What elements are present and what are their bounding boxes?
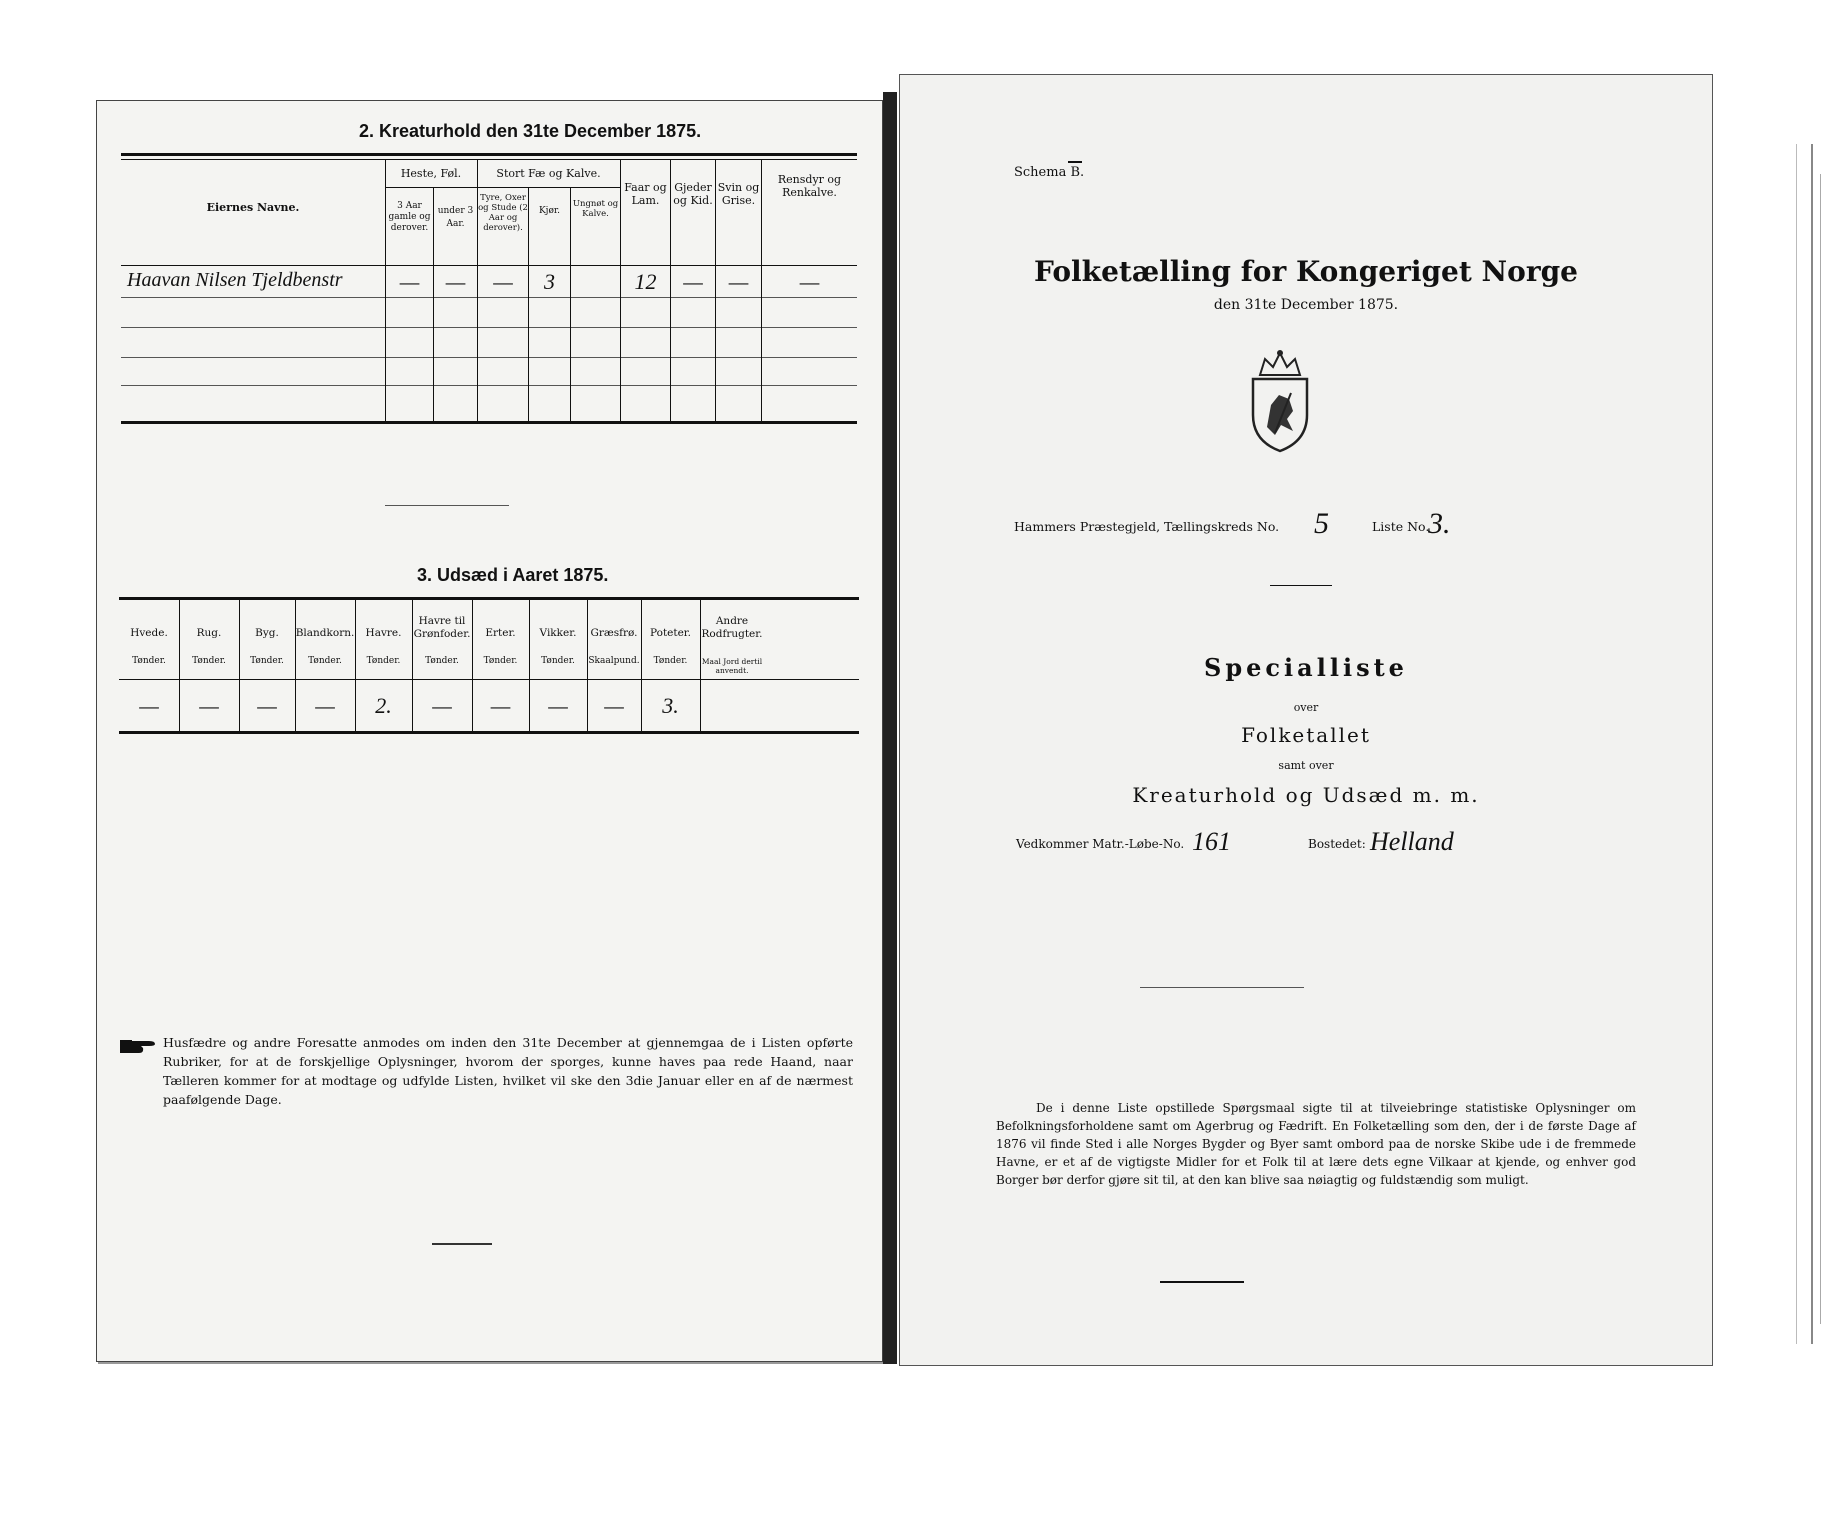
table-rule xyxy=(121,153,857,156)
table-cell: — xyxy=(728,269,749,294)
udsaed-cell: 2. xyxy=(375,693,392,718)
udsaed-col-unit: Tønder. xyxy=(132,656,166,666)
liste-number: 3. xyxy=(1428,507,1451,540)
udsaed-col-unit: Maal Jord dertil anvendt. xyxy=(701,657,763,675)
udsaed-cell: — xyxy=(199,693,219,718)
table-cell: — xyxy=(399,269,420,294)
separator xyxy=(1140,987,1304,988)
table-cell: — xyxy=(799,269,820,294)
column-divider xyxy=(570,187,571,423)
udsaed-cell: — xyxy=(139,693,159,718)
group-rule xyxy=(385,187,477,188)
page-stack-edge xyxy=(1814,174,1821,1324)
page-stack-edge xyxy=(1796,144,1813,1344)
col-header: Ungnøt og Kalve. xyxy=(572,199,619,219)
udsaed-cell: — xyxy=(315,693,335,718)
udsaed-col-unit: Tønder. xyxy=(653,656,688,666)
pointing-hand-icon xyxy=(119,1035,159,1057)
udsaed-col-header: Blandkorn. xyxy=(295,627,355,639)
book-spine xyxy=(883,92,897,1364)
district-label: Hammers Præstegjeld, Tællingskreds No. xyxy=(1014,519,1280,534)
kreatur-udsaed-text: Kreaturhold og Udsæd m. m. xyxy=(1132,783,1480,807)
udsaed-col-header: Andre Rodfrugter. xyxy=(701,615,763,640)
footnote-text: Husfædre og andre Foresatte anmodes om inden den 31te December at gjennemgaa de i Listen opførte Rubriker, for at de forskjellige Oplysninger, hvorom der sporges, kunne haves paa rede Haand, naar Tælleren kommer for at modtage og udfylde Listen, hvilket vil ske den 3die Januar eller en af de nærmest paafølgende Dage. xyxy=(163,1035,853,1107)
matr-number: 161 xyxy=(1192,827,1231,856)
census-title: Folketælling for Kongeriget Norge xyxy=(1034,255,1578,288)
liste-label: Liste No. xyxy=(1372,519,1430,534)
udsaed-cell: — xyxy=(604,693,624,718)
col-header: Rensdyr og Renkalve. xyxy=(777,173,842,199)
col-header: Faar og Lam. xyxy=(624,181,667,207)
table-rule xyxy=(119,679,859,680)
schema-label: Schema B. xyxy=(1014,165,1085,180)
udsaed-col-unit: Tønder. xyxy=(366,656,401,666)
table-cell: 3 xyxy=(544,269,555,294)
udsaed-col-unit: Tønder. xyxy=(541,656,575,666)
samt-over-text: samt over xyxy=(1278,759,1334,772)
col-header: Gjeder og Kid. xyxy=(673,181,713,207)
norway-coat-of-arms-icon xyxy=(1235,345,1325,455)
table-cell: — xyxy=(445,269,466,294)
table-rule xyxy=(119,731,859,734)
udsaed-cell: — xyxy=(490,693,511,718)
owner-header: Eiernes Navne. xyxy=(206,201,300,214)
separator xyxy=(1270,585,1332,586)
table-rule xyxy=(121,159,857,160)
col-header: under 3 Aar. xyxy=(437,206,474,229)
udsaed-col-header: Rug. xyxy=(196,627,222,639)
udsaed-cell: 3. xyxy=(662,693,679,718)
table-cell: 12 xyxy=(634,269,657,294)
udsaed-col-unit: Tønder. xyxy=(250,656,284,666)
matr-line xyxy=(1016,827,1616,863)
column-divider xyxy=(528,187,529,423)
table-rule xyxy=(121,357,857,358)
col-header: Kjør. xyxy=(538,206,561,216)
section3-title: 3. Udsæd i Aaret 1875. xyxy=(417,565,609,585)
folketallet-text: Folketallet xyxy=(1241,723,1371,747)
specialliste-heading: Specialliste xyxy=(1204,653,1408,682)
separator xyxy=(385,505,509,506)
table-rule xyxy=(121,297,857,298)
udsaed-cell: — xyxy=(432,693,452,718)
udsaed-col-unit: Tønder. xyxy=(308,656,342,666)
table-rule xyxy=(119,597,859,600)
left-page xyxy=(96,100,883,1362)
udsaed-col-header: Poteter. xyxy=(649,627,692,639)
udsaed-col-unit: Skaalpund. xyxy=(588,656,640,666)
col-header: Tyre, Oxer og Stude (2 Aar og derover). xyxy=(478,193,528,233)
table-rule xyxy=(121,265,857,266)
document-spread xyxy=(96,74,1724,1414)
district-line xyxy=(1014,507,1614,543)
udsaed-col-header: Havre. xyxy=(365,627,402,639)
table-cell: — xyxy=(493,269,513,294)
udsaed-cell: — xyxy=(257,693,277,718)
bostedet-label: Bostedet: xyxy=(1308,837,1366,851)
table-rule xyxy=(121,421,857,424)
group-rule xyxy=(477,187,620,188)
mark xyxy=(1068,161,1082,163)
col-header: 3 Aar gamle og derover. xyxy=(388,201,431,233)
info-paragraph: De i denne Liste opstillede Spørgsmaal sigte til at tilveiebringe statistiske Oplysninger om Befolkningsforholdene samt om Agerbrug og Fædrift. En Folketælling som den, der i de første Dage af 1876 vil finde Sted i alle Norges Bygder og Byer samt ombord paa de norske Skibe ude i de fremmede Havne, er et af de vigtigste Midler for et Folk til at lære dets egne Vilkaar at kjende, og enhver god Borger bør derfor gjøre sit til, at den kan blive saa nøiagtig og fuldstændig som muligt. xyxy=(996,1101,1636,1187)
udsaed-col-unit: Tønder. xyxy=(192,656,226,666)
matr-label: Vedkommer Matr.-Løbe-No. xyxy=(1016,837,1185,851)
table-cell: — xyxy=(683,269,703,294)
over-text: over xyxy=(1293,701,1319,714)
separator xyxy=(1160,1281,1244,1283)
group-header-heste: Heste, Føl. xyxy=(400,167,462,180)
table-rule xyxy=(121,385,857,386)
district-number: 5 xyxy=(1314,507,1329,540)
table-rule xyxy=(121,327,857,328)
separator xyxy=(432,1243,492,1245)
udsaed-col-unit: Tønder. xyxy=(425,656,459,666)
bostedet-value: Helland xyxy=(1370,827,1454,856)
udsaed-col-header: Byg. xyxy=(255,627,279,639)
udsaed-col-header: Vikker. xyxy=(539,627,577,639)
section2-title: 2. Kreaturhold den 31te December 1875. xyxy=(359,121,702,141)
census-date: den 31te December 1875. xyxy=(1213,297,1399,313)
udsaed-col-header: Hvede. xyxy=(130,627,168,639)
udsaed-col-header: Erter. xyxy=(485,627,516,639)
right-page xyxy=(899,74,1713,1366)
owner-name: Haavan Nilsen Tjeldbenstr xyxy=(127,269,343,291)
udsaed-cell: — xyxy=(548,693,568,718)
udsaed-col-header: Havre til Grønfoder. xyxy=(413,615,471,640)
group-header-storfe: Stort Fæ og Kalve. xyxy=(496,167,601,180)
col-header: Svin og Grise. xyxy=(717,181,760,207)
udsaed-col-header: Græsfrø. xyxy=(590,627,638,639)
udsaed-col-unit: Tønder. xyxy=(483,656,518,666)
